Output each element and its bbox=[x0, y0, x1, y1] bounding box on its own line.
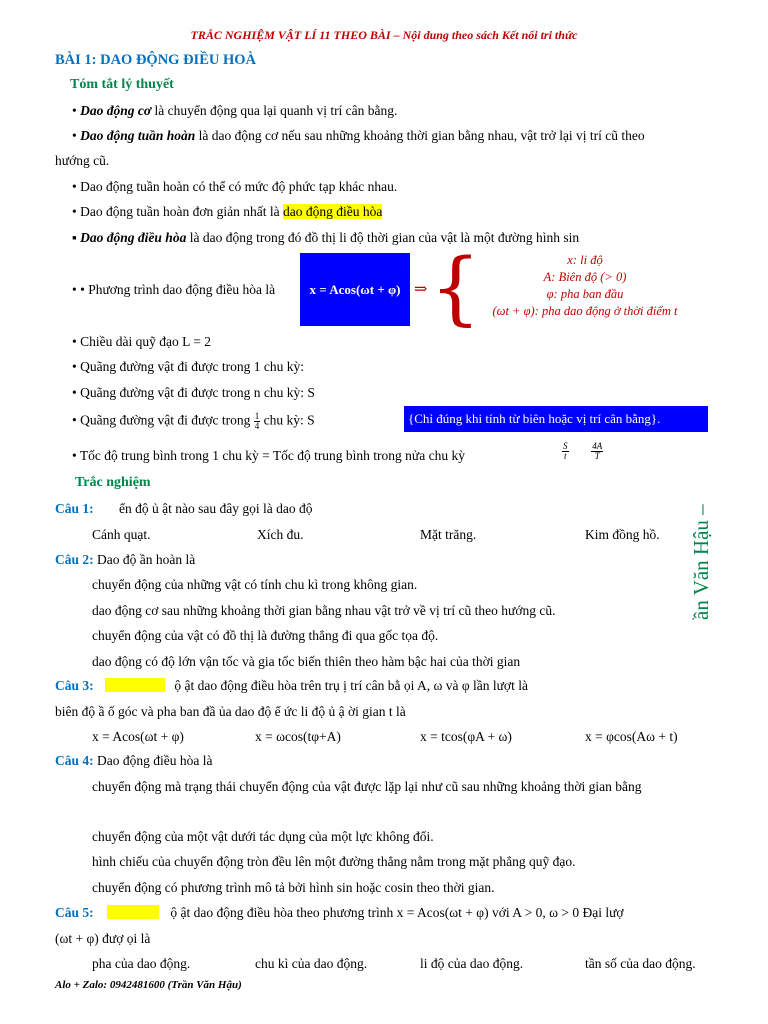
frac-t: t bbox=[563, 451, 567, 461]
question-2-label: Câu 2: bbox=[55, 552, 94, 567]
q2-option-b[interactable]: dao động cơ sau những khoảng thời gian bằng nhau vật trở về vị trí cũ theo hướng cũ. bbox=[92, 603, 556, 618]
bullet-10-text: • Quãng đường vật đi được trong bbox=[72, 412, 251, 428]
q3-option-b[interactable]: x = ωcos(tφ+A) bbox=[255, 729, 341, 744]
theory-bullet-7: • Chiều dài quỹ đạo L = 2 bbox=[72, 334, 211, 349]
theory-bullet-4 bbox=[72, 204, 382, 220]
q3-option-a[interactable]: x = Acos(ωt + φ) bbox=[92, 729, 184, 744]
bullet-4-text: • Dao động tuần hoàn đơn giản nhất là bbox=[72, 204, 283, 219]
bullet-5-text: là dao động trong đó đồ thị li độ thời gian của vật là một đường hình sin bbox=[186, 230, 580, 245]
term-dao-dong-co: Dao động cơ bbox=[80, 103, 152, 118]
q1-option-d[interactable]: Kim đồng hồ. bbox=[585, 527, 660, 542]
frac-s: S bbox=[563, 441, 568, 451]
question-3-label: Câu 3: bbox=[55, 678, 94, 693]
question-4 bbox=[55, 753, 212, 769]
question-3-cont: biên độ ầ ố góc và pha ban đầ ủa dao độ ể ức li độ ủ ậ ời gian t là bbox=[55, 704, 406, 719]
brace-line-1: x: li độ bbox=[567, 253, 603, 267]
bullet-2-text: là dao động cơ nếu sau những khoảng thời gian bằng nhau, vật trở lại vị trí cũ theo bbox=[195, 128, 645, 143]
theory-bullet-10 bbox=[72, 412, 315, 431]
equation-box bbox=[300, 253, 410, 326]
q5-option-d[interactable]: tần số của dao động. bbox=[585, 956, 696, 971]
bullet-10-post: chu kỳ: S bbox=[263, 412, 315, 428]
question-2 bbox=[55, 552, 195, 568]
bullet-1-text: là chuyển động qua lại quanh vị trí cân bằng. bbox=[151, 103, 398, 118]
q4-option-a[interactable]: chuyển động mà trạng thái chuyển động của vật được lặp lại như cũ sau những khoảng thời gian bằng bbox=[92, 779, 642, 794]
page-header: TRẮC NGHIỆM VẬT LÍ 11 THEO BÀI – Nội dung theo sách Kết nối tri thức bbox=[190, 28, 578, 42]
quiz-heading: Trắc nghiệm bbox=[75, 475, 151, 490]
term-dao-dong-tuan-hoan: Dao động tuần hoàn bbox=[80, 128, 196, 143]
speed-fractions bbox=[562, 442, 603, 461]
theory-bullet-1: • Dao động cơ là chuyển động qua lại quanh vị trí cân bằng. bbox=[72, 103, 398, 118]
q3-option-d[interactable]: x = φcos(Aω + t) bbox=[585, 729, 678, 744]
fraction-den: 4 bbox=[254, 421, 260, 431]
theory-bullet-11: • Tốc độ trung bình trong 1 chu kỳ = Tốc độ trung bình trong nửa chu kỳ bbox=[72, 448, 465, 463]
q3-option-c[interactable]: x = tcos(φA + ω) bbox=[420, 729, 512, 744]
question-3 bbox=[55, 678, 528, 694]
footer-contact: Alo + Zalo: 0942481600 (Trần Văn Hậu) bbox=[55, 979, 242, 991]
question-1 bbox=[55, 501, 312, 517]
question-5-text: ộ ật dao động điều hòa theo phương trình x = Acos(ωt + φ) với A > 0, ω > 0 Đại lượ bbox=[170, 905, 624, 920]
frac-4a: 4A bbox=[592, 441, 603, 451]
fraction-one-quarter bbox=[254, 412, 261, 431]
theory-bullet-9: • Quãng đường vật đi được trong n chu kỳ: S bbox=[72, 385, 315, 400]
question-1-label: Câu 1: bbox=[55, 501, 94, 516]
brace-list bbox=[455, 252, 715, 320]
brace-line-2: A: Biên độ (> 0) bbox=[543, 270, 627, 284]
q1-option-b[interactable]: Xích đu. bbox=[257, 527, 304, 542]
question-5 bbox=[55, 905, 624, 921]
yellow-blank-2 bbox=[107, 905, 159, 919]
note-text: {Chỉ đúng khi tính từ biên hoặc vị trí cân bằng}. bbox=[408, 411, 661, 426]
theory-bullet-2: • Dao động tuần hoàn là dao động cơ nếu sau những khoảng thời gian bằng nhau, vật trở lại vị trí cũ theo bbox=[72, 128, 645, 143]
yellow-blank bbox=[105, 678, 165, 692]
question-4-label: Câu 4: bbox=[55, 753, 94, 768]
equation-text: x = Acos(ωt + φ) bbox=[309, 282, 401, 297]
q5-option-b[interactable]: chu kì của dao động. bbox=[255, 956, 368, 971]
question-1-text: ển độ ủ ật nào sau đây gọi là dao độ bbox=[119, 501, 313, 516]
bullet-2-continued: hướng cũ. bbox=[55, 153, 110, 168]
q1-option-c[interactable]: Mặt trăng. bbox=[420, 527, 477, 542]
q2-option-d[interactable]: dao động có độ lớn vận tốc và gia tốc biến thiên theo hàm bậc hai của thời gian bbox=[92, 654, 521, 669]
theory-heading: Tóm tắt lý thuyết bbox=[70, 77, 174, 92]
lesson-title: BÀI 1: DAO ĐỘNG ĐIỀU HOÀ bbox=[55, 52, 256, 68]
q1-option-a[interactable]: Cánh quạt. bbox=[92, 527, 151, 542]
question-3-text: ộ ật dao động điều hòa trên trụ ị trí cân bằ ọi A, ω và φ lần lượt là bbox=[174, 678, 528, 693]
side-watermark-text: ần Văn Hậu – bbox=[689, 504, 713, 620]
question-5-cont: (ωt + φ) đượ ọi là bbox=[55, 931, 151, 946]
bullet-6-text: • Phương trình dao động điều hòa là bbox=[80, 282, 276, 297]
theory-bullet-6: • • Phương trình dao động điều hòa là bbox=[72, 282, 276, 297]
term-dao-dong-dieu-hoa: Dao động điều hòa bbox=[80, 230, 187, 245]
q5-option-a[interactable]: pha của dao động. bbox=[92, 956, 191, 971]
theory-bullet-5: ▪ Dao động điều hòa là dao động trong đó đồ thị li độ thời gian của vật là một đường hình sin bbox=[72, 230, 580, 245]
frac-T: T bbox=[594, 451, 600, 461]
brace-icon: { bbox=[430, 241, 481, 334]
theory-bullet-8: • Quãng đường vật đi được trong 1 chu kỳ: bbox=[72, 359, 304, 374]
note-box bbox=[404, 406, 708, 432]
q2-option-a[interactable]: chuyển động của những vật có tính chu kì trong không gian. bbox=[92, 577, 418, 592]
q2-option-c[interactable]: chuyển động của vật có đồ thị là đường thẳng đi qua gốc tọa độ. bbox=[92, 628, 439, 643]
q4-option-c[interactable]: hình chiếu của chuyển động tròn đều lên một đường thẳng nằm trong mặt phẳng quỹ đạo. bbox=[92, 854, 576, 869]
brace-line-4: (ωt + φ): pha dao động ở thời điểm t bbox=[492, 304, 678, 318]
fraction-num: 1 bbox=[254, 411, 260, 421]
question-5-label: Câu 5: bbox=[55, 905, 94, 920]
arrow-icon: ⇒ bbox=[414, 281, 428, 298]
q4-option-d[interactable]: chuyển động có phương trình mô tả bởi hình sin hoặc cosin theo thời gian. bbox=[92, 880, 495, 895]
q5-option-c[interactable]: li độ của dao động. bbox=[420, 956, 524, 971]
q4-option-b[interactable]: chuyển động của một vật dưới tác dụng của một lực không đổi. bbox=[92, 829, 434, 844]
theory-bullet-3: • Dao động tuần hoàn có thể có mức độ phức tạp khác nhau. bbox=[72, 179, 398, 194]
fraction-4a-over-T bbox=[591, 442, 603, 461]
question-2-text: Dao độ ần hoàn là bbox=[97, 552, 196, 567]
fraction-s-over-t bbox=[562, 442, 569, 461]
brace-line-3: φ: pha ban đầu bbox=[546, 287, 624, 301]
question-4-text: Dao động điều hòa là bbox=[97, 753, 213, 768]
highlight-dao-dong-dieu-hoa: dao động điều hòa bbox=[282, 204, 383, 219]
